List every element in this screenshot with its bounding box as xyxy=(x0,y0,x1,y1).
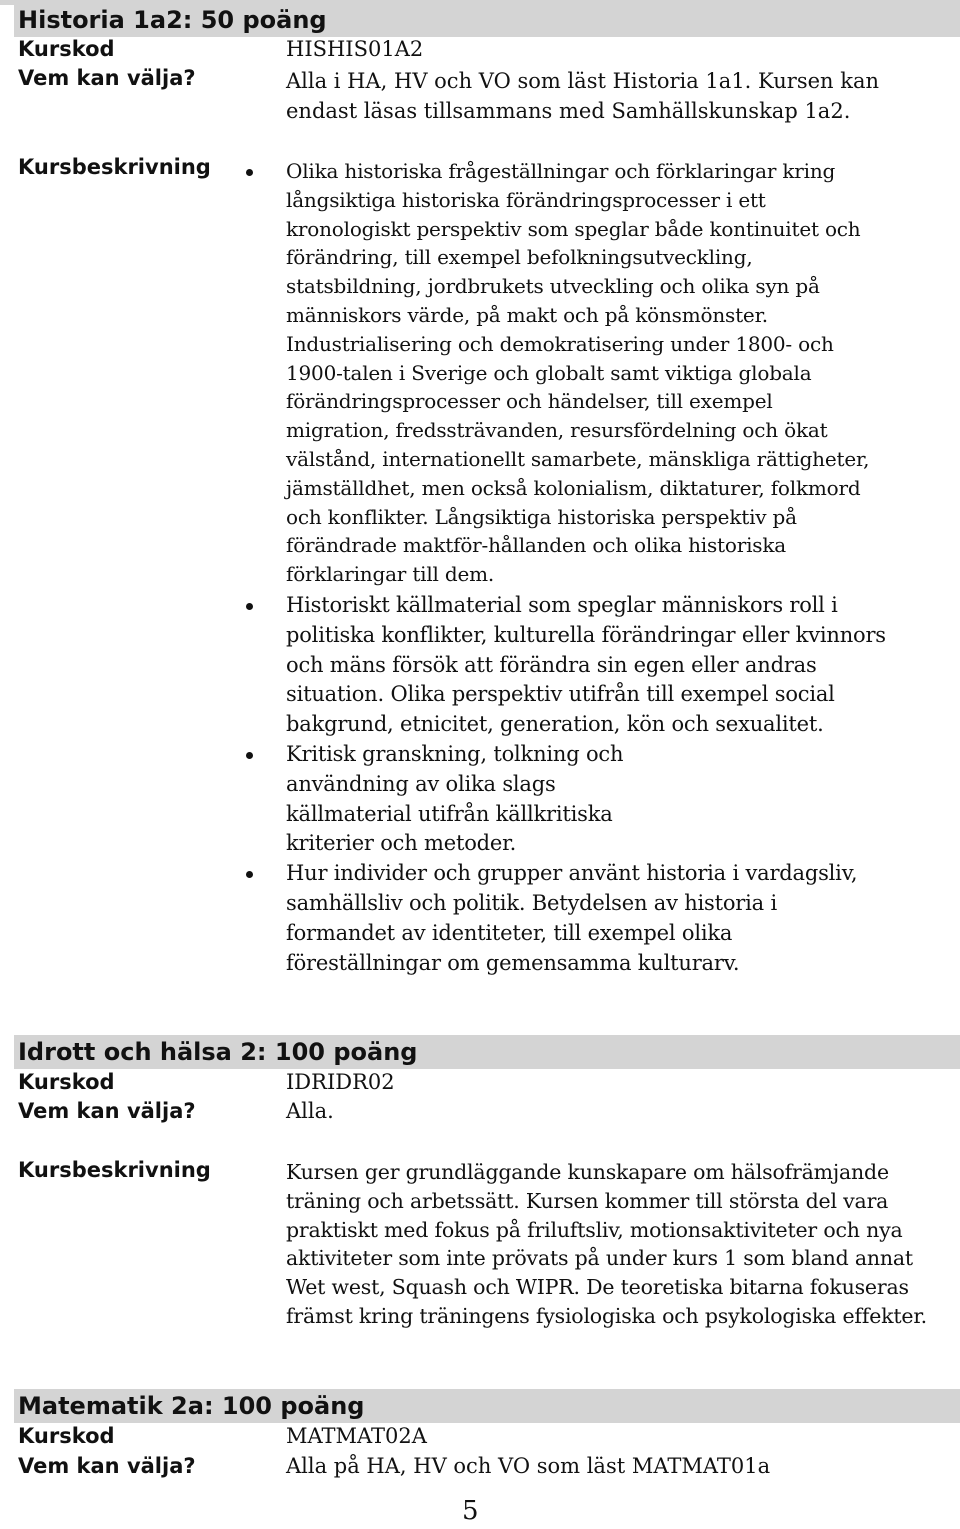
course-code-value: IDRIDR02 xyxy=(286,1070,395,1094)
description-label: Kursbeskrivning xyxy=(18,1158,211,1182)
course-section-idrott xyxy=(14,1035,960,1069)
eligibility-label: Vem kan välja? xyxy=(18,1454,196,1478)
list-item xyxy=(210,157,954,589)
bullet-text: Historiskt källmaterial som speglar människors roll i politiska konflikter, kulturella förändringar eller kvinnors och mäns försök att förändra sin egen eller andras situation. Olika perspektiv utifrån till exempel social bakgrund, etnicitet, generation, kön och sexualitet. xyxy=(286,592,886,737)
bullet-text: Kritisk granskning, tolkning och användning av olika slags källmaterial utifrån källkritiska kriterier och metoder. xyxy=(286,741,624,856)
course-title-bar: Idrott och hälsa 2: 100 poäng xyxy=(14,1035,960,1069)
eligibility-label: Vem kan välja? xyxy=(18,1099,196,1123)
description-bullets xyxy=(286,157,954,978)
list-item xyxy=(210,859,954,978)
course-title-bar: Matematik 2a: 100 poäng xyxy=(14,1389,960,1423)
list-item xyxy=(210,740,954,859)
course-title-bar: Historia 1a2: 50 poäng xyxy=(14,3,960,37)
course-description-text: Kursen ger grundläggande kunskapare om hälsofrämjande träning och arbetssätt. Kursen kommer till största del vara praktiskt med fokus på friluftsliv, motionsaktiviteter och nya aktiviteter som inte prövats på under kurs 1 som bland annat Wet west, Squash och WIPR. De teoretiska bitarna fokuseras främst kring träningens fysiologiska och psykologiska effekter. xyxy=(286,1160,927,1328)
description-label: Kursbeskrivning xyxy=(18,155,211,179)
page-number: 5 xyxy=(462,1496,479,1526)
bullet-icon xyxy=(246,603,253,610)
course-code-value: MATMAT02A xyxy=(286,1424,427,1448)
course-code-label: Kurskod xyxy=(18,1070,115,1094)
eligibility-row xyxy=(14,66,960,126)
bullet-icon xyxy=(246,169,253,176)
eligibility-row xyxy=(14,1099,960,1129)
course-code-row xyxy=(14,37,960,65)
eligibility-label: Vem kan välja? xyxy=(18,66,196,90)
eligibility-row xyxy=(14,1454,960,1484)
bullet-text: Olika historiska frågeställningar och förklaringar kring långsiktiga historiska förändringsprocesser i ett kronologiskt perspektiv som speglar både kontinuitet och förändring, till exempel befolkningsutveckling, statsbildning, jordbrukets utveckling och olika syn på människors värde, på makt och på könsmönster. Industrialisering och demokratisering under 1800- och 1900-talen i Sverige och globalt samt viktiga globala förändringsprocesser och händelser, till exempel migration, fredssträvanden, resursfördelning och ökat välstånd, internationellt samarbete, mänskliga rättigheter, jämställdhet, men också kolonialism, diktaturer, folkmord och konflikter. Långsiktiga historiska perspektiv på förändrade maktför-hållanden och olika historiska förklaringar till dem. xyxy=(286,159,870,587)
list-item xyxy=(210,591,954,740)
course-code-row xyxy=(14,1070,960,1098)
course-section-historia-header xyxy=(14,3,960,37)
course-code-value: HISHIS01A2 xyxy=(286,37,424,61)
bullet-icon xyxy=(246,871,253,878)
eligibility-value: Alla på HA, HV och VO som läst MATMAT01a xyxy=(286,1454,771,1478)
bullet-icon xyxy=(246,752,253,759)
eligibility-value: Alla i HA, HV och VO som läst Historia 1a1. Kursen kan endast läsas tillsammans med Samhällskunskap 1a2. xyxy=(286,69,879,123)
eligibility-value: Alla. xyxy=(286,1099,334,1123)
course-code-label: Kurskod xyxy=(18,37,115,61)
course-code-row xyxy=(14,1424,960,1452)
course-section-matematik xyxy=(14,1389,960,1423)
bullet-text: Hur individer och grupper använt historia i vardagsliv, samhällsliv och politik. Betydelsen av historia i formandet av identiteter, till exempel olika föreställningar om gemensamma kulturarv. xyxy=(286,861,858,975)
course-code-label: Kurskod xyxy=(18,1424,115,1448)
